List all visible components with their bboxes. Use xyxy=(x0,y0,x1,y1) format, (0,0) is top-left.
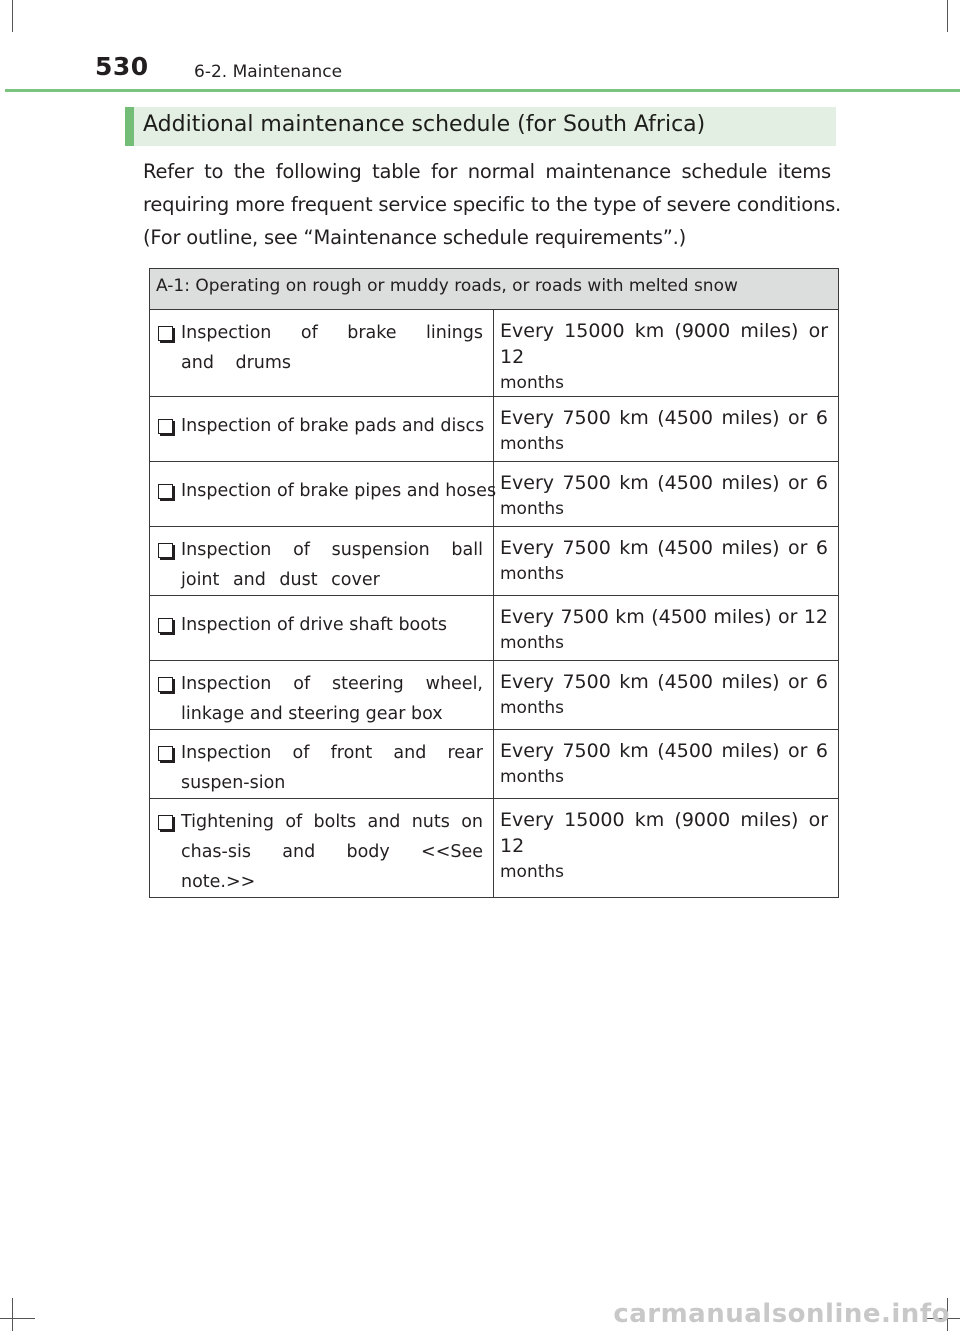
checkbox-icon xyxy=(158,815,173,830)
crop-mark xyxy=(0,1318,35,1319)
interval-text: Every 7500 km (4500 miles) or 6 xyxy=(500,407,829,429)
intro-line: Refer to the following table for normal maintenance schedule items xyxy=(143,160,831,183)
item-text: Inspection of front and rear suspen-sion xyxy=(181,743,483,793)
checkbox-icon xyxy=(158,543,173,558)
interval-text: Every 7500 km (4500 miles) or 6 xyxy=(500,671,829,693)
table-heading-row xyxy=(150,269,839,310)
item-text: Inspection of suspension ball joint and dust cover xyxy=(181,540,483,590)
interval-unit: months xyxy=(500,434,565,454)
item-text: Inspection of brake linings and drums xyxy=(181,323,483,373)
item-text: Tightening of bolts and nuts on chas-sis and body <<See note.>> xyxy=(181,812,483,892)
checkbox-icon xyxy=(158,326,173,341)
interval-text: Every 7500 km (4500 miles) or 6 xyxy=(500,740,829,762)
item-text: Inspection of brake pipes and hoses xyxy=(181,481,497,501)
checkbox-icon xyxy=(158,484,173,499)
item-text: Inspection of brake pads and discs xyxy=(181,416,485,436)
crop-mark xyxy=(12,1298,13,1331)
watermark: carmanualsonline.info xyxy=(613,1299,950,1329)
interval-text: Every 7500 km (4500 miles) or 6 xyxy=(500,472,829,494)
table-heading: A-1: Operating on rough or muddy roads, or roads with melted snow xyxy=(150,269,839,310)
table-row xyxy=(150,527,839,596)
maintenance-table xyxy=(149,268,839,898)
interval-text: Every 15000 km (9000 miles) or 12 xyxy=(500,320,829,368)
interval-unit: months xyxy=(500,564,565,584)
interval-text: Every 15000 km (9000 miles) or 12 xyxy=(500,809,829,857)
interval-text: Every 7500 km (4500 miles) or 6 xyxy=(500,537,829,559)
table-row xyxy=(150,730,839,799)
table-row xyxy=(150,397,839,462)
intro-paragraph xyxy=(143,155,842,254)
item-text: Inspection of drive shaft boots xyxy=(181,615,447,635)
checkbox-icon xyxy=(158,677,173,692)
page-title: Additional maintenance schedule (for South Africa) xyxy=(143,112,706,137)
table-row xyxy=(150,799,839,898)
interval-text: Every 7500 km (4500 miles) or 12 xyxy=(500,606,829,628)
intro-line: requiring more frequent service specific to the type of severe conditions. xyxy=(143,193,842,216)
crop-mark xyxy=(12,0,13,32)
intro-line: (For outline, see “Maintenance schedule requirements”.) xyxy=(143,226,687,249)
table-row xyxy=(150,596,839,661)
item-text: Inspection of steering wheel, linkage and steering gear box xyxy=(181,674,483,724)
header-rule xyxy=(5,89,960,92)
interval-unit: months xyxy=(500,862,565,882)
crop-mark xyxy=(947,0,948,32)
table-row xyxy=(150,661,839,730)
table-row xyxy=(150,462,839,527)
interval-unit: months xyxy=(500,698,565,718)
interval-unit: months xyxy=(500,633,565,653)
interval-unit: months xyxy=(500,767,565,787)
page-number: 530 xyxy=(95,52,149,81)
checkbox-icon xyxy=(158,618,173,633)
checkbox-icon xyxy=(158,419,173,434)
interval-unit: months xyxy=(500,373,565,393)
interval-unit: months xyxy=(500,499,565,519)
section-title: 6-2. Maintenance xyxy=(194,62,343,82)
table-row xyxy=(150,310,839,397)
checkbox-icon xyxy=(158,746,173,761)
